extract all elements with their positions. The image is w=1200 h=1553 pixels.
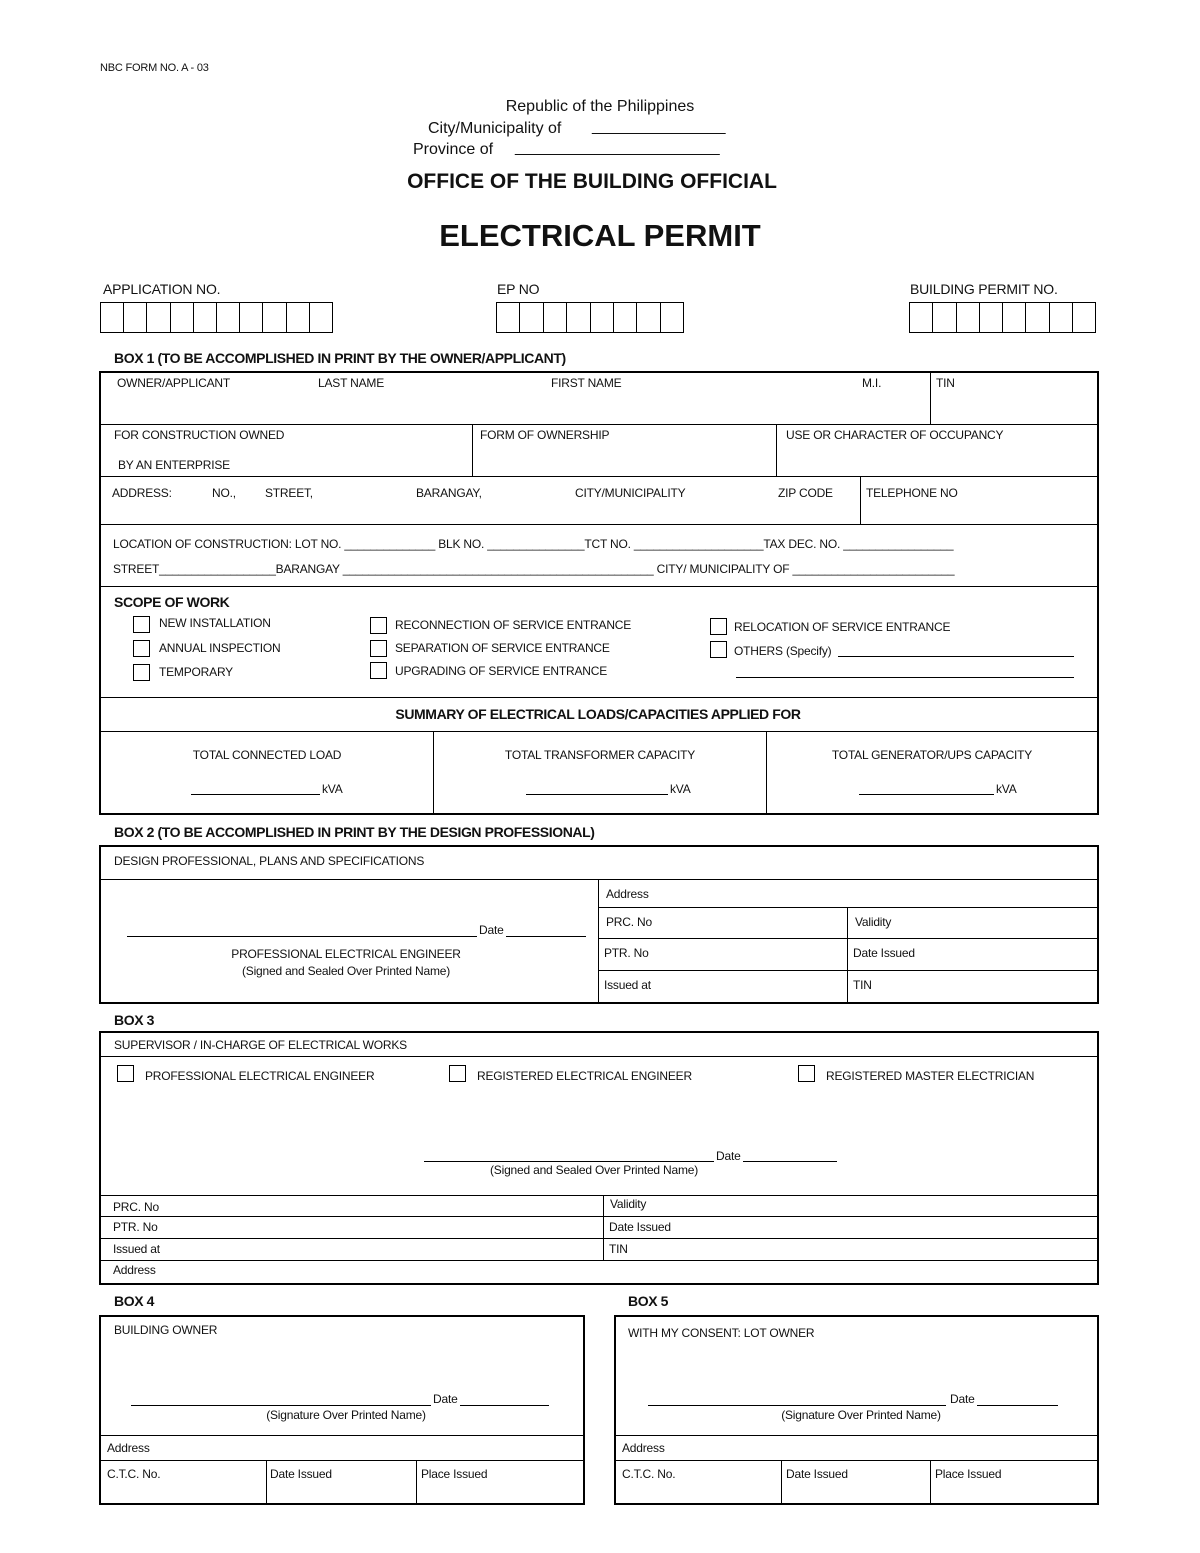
owner-applicant-label: OWNER/APPLICANT [117, 376, 231, 390]
ree-option-label: REGISTERED ELECTRICAL ENGINEER [477, 1069, 692, 1083]
box4-heading: BOX 4 [114, 1293, 155, 1309]
box2-date-issued-label[interactable]: Date Issued [853, 946, 915, 960]
new-installation-label: NEW INSTALLATION [159, 616, 271, 630]
box3-date-field[interactable] [743, 1161, 837, 1162]
box3-validity-label[interactable]: Validity [610, 1197, 647, 1211]
box2-validity-label[interactable]: Validity [855, 915, 892, 929]
box2-heading: BOX 2 (TO BE ACCOMPLISHED IN PRINT BY THE DESIGN PROFESSIONAL) [114, 824, 595, 840]
tin-label: TIN [936, 376, 955, 390]
address-barangay-label: BARANGAY, [416, 486, 482, 500]
zip-code-label: ZIP CODE [778, 486, 833, 500]
box3-signed-sealed: (Signed and Sealed Over Printed Name) [490, 1163, 699, 1177]
pee-checkbox[interactable] [117, 1065, 134, 1082]
box2-frame [99, 845, 1099, 1004]
total-generator-label: TOTAL GENERATOR/UPS CAPACITY [831, 748, 1033, 762]
box1-heading: BOX 1 (TO BE ACCOMPLISHED IN PRINT BY THE OWNER/APPLICANT) [114, 350, 566, 366]
separation-label: SEPARATION OF SERVICE ENTRANCE [395, 641, 610, 655]
city-blank[interactable]: _______________ [592, 118, 726, 135]
box5-signature-line[interactable] [648, 1405, 946, 1406]
temporary-label: TEMPORARY [159, 665, 233, 679]
box4-place-issued-label[interactable]: Place Issued [421, 1467, 488, 1481]
building-permit-no-field[interactable] [909, 302, 1096, 333]
box4-date-field[interactable] [460, 1405, 549, 1406]
temporary-checkbox[interactable] [133, 664, 150, 681]
total-transformer-field[interactable] [526, 794, 668, 795]
page-title: ELECTRICAL PERMIT [439, 218, 761, 253]
pee-option-label: PROFESSIONAL ELECTRICAL ENGINEER [145, 1069, 375, 1083]
box5-date-field[interactable] [977, 1405, 1058, 1406]
box5-date-label: Date [950, 1392, 975, 1406]
ree-checkbox[interactable] [449, 1065, 466, 1082]
application-no-label: APPLICATION NO. [103, 281, 221, 297]
box4-signature-line[interactable] [131, 1405, 431, 1406]
upgrading-checkbox[interactable] [370, 662, 387, 679]
form-number: NBC FORM NO. A - 03 [100, 62, 209, 74]
box2-issued-at-label[interactable]: Issued at [604, 978, 651, 992]
office-title: OFFICE OF THE BUILDING OFFICIAL [407, 170, 777, 193]
consent-label: WITH MY CONSENT: LOT OWNER [628, 1326, 815, 1340]
location-row-2[interactable]: STREET__________________BARANGAY ________________________________________________ CITY/ MUNICIPALITY OF _________________________ [113, 562, 955, 576]
design-professional-label: DESIGN PROFESSIONAL, PLANS AND SPECIFICATIONS [114, 854, 425, 868]
province-label: Province of [413, 141, 494, 158]
box3-issued-at-label[interactable]: Issued at [113, 1242, 160, 1256]
box5-signature-caption: (Signature Over Printed Name) [781, 1408, 941, 1422]
connected-kva-unit: kVA [322, 782, 343, 796]
box5-ctc-label[interactable]: C.T.C. No. [622, 1467, 676, 1481]
box2-tin-label[interactable]: TIN [853, 978, 872, 992]
box4-date-issued-label[interactable]: Date Issued [270, 1467, 332, 1481]
relocation-label: RELOCATION OF SERVICE ENTRANCE [734, 620, 951, 634]
total-connected-load-field[interactable] [191, 794, 320, 795]
application-no-field[interactable] [100, 302, 333, 333]
ep-no-label: EP NO [497, 281, 540, 297]
address-label: ADDRESS: [112, 486, 172, 500]
box3-prc-label[interactable]: PRC. No [113, 1200, 159, 1214]
building-owner-label: BUILDING OWNER [114, 1323, 218, 1337]
telephone-label: TELEPHONE NO [866, 486, 958, 500]
ep-no-field[interactable] [496, 302, 684, 333]
box2-ptr-label[interactable]: PTR. No [604, 946, 649, 960]
pee-title: PROFESSIONAL ELECTRICAL ENGINEER [231, 947, 461, 961]
relocation-checkbox[interactable] [710, 618, 727, 635]
box5-heading: BOX 5 [628, 1293, 669, 1309]
total-transformer-label: TOTAL TRANSFORMER CAPACITY [504, 748, 696, 762]
pee-signature-line[interactable] [127, 936, 477, 937]
supervisor-signature-line[interactable] [424, 1161, 714, 1162]
box3-ptr-label[interactable]: PTR. No [113, 1220, 158, 1234]
mi-label: M.I. [862, 376, 882, 390]
address-no-label: NO., [212, 486, 236, 500]
republic-text: Republic of the Philippines [505, 98, 695, 115]
use-character-label: USE OR CHARACTER OF OCCUPANCY [786, 428, 1004, 442]
box2-prc-label[interactable]: PRC. No [606, 915, 652, 929]
box2-address-label[interactable]: Address [606, 887, 649, 901]
transformer-kva-unit: kVA [670, 782, 691, 796]
address-city-label: CITY/MUNICIPALITY [575, 486, 686, 500]
form-of-ownership-label: FORM OF OWNERSHIP [480, 428, 610, 442]
reconnection-checkbox[interactable] [370, 617, 387, 634]
new-installation-checkbox[interactable] [133, 616, 150, 633]
summary-heading: SUMMARY OF ELECTRICAL LOADS/CAPACITIES APPLIED FOR [395, 706, 801, 722]
box4-ctc-label[interactable]: C.T.C. No. [107, 1467, 161, 1481]
annual-inspection-checkbox[interactable] [133, 640, 150, 657]
box2-signed-sealed: (Signed and Sealed Over Printed Name) [241, 964, 451, 978]
box3-date-label: Date [716, 1149, 741, 1163]
others-checkbox[interactable] [710, 641, 727, 658]
others-specify-line[interactable] [838, 656, 1074, 657]
total-connected-load-label: TOTAL CONNECTED LOAD [192, 748, 342, 762]
others-specify-line-2[interactable] [736, 677, 1074, 678]
box5-address-label[interactable]: Address [622, 1441, 665, 1455]
box2-date-label: Date [479, 923, 504, 937]
supervisor-label: SUPERVISOR / IN-CHARGE OF ELECTRICAL WORKS [114, 1038, 407, 1052]
last-name-label: LAST NAME [318, 376, 384, 390]
address-street-label: STREET, [265, 486, 313, 500]
box4-signature-caption: (Signature Over Printed Name) [266, 1408, 426, 1422]
box3-tin-label[interactable]: TIN [609, 1242, 628, 1256]
rme-option-label: REGISTERED MASTER ELECTRICIAN [826, 1069, 1035, 1083]
box5-date-issued-label[interactable]: Date Issued [786, 1467, 848, 1481]
box4-address-label[interactable]: Address [107, 1441, 150, 1455]
box3-date-issued-label[interactable]: Date Issued [609, 1220, 671, 1234]
for-construction-label: FOR CONSTRUCTION OWNED [114, 428, 285, 442]
box5-place-issued-label[interactable]: Place Issued [935, 1467, 1002, 1481]
building-permit-no-label: BUILDING PERMIT NO. [910, 281, 1058, 297]
box4-date-label: Date [433, 1392, 458, 1406]
by-enterprise-label: BY AN ENTERPRISE [118, 458, 230, 472]
scope-heading: SCOPE OF WORK [114, 594, 230, 610]
box3-address-label[interactable]: Address [113, 1263, 156, 1277]
city-label: City/Municipality of [428, 120, 562, 137]
separation-checkbox[interactable] [370, 640, 387, 657]
box3-heading: BOX 3 [114, 1012, 155, 1028]
rme-checkbox[interactable] [798, 1065, 815, 1082]
box2-date-field[interactable] [506, 936, 586, 937]
annual-inspection-label: ANNUAL INSPECTION [159, 641, 281, 655]
others-label: OTHERS (Specify) [734, 644, 832, 658]
reconnection-label: RECONNECTION OF SERVICE ENTRANCE [395, 618, 632, 632]
first-name-label: FIRST NAME [551, 376, 622, 390]
province-blank[interactable]: _______________________ [515, 139, 720, 156]
upgrading-label: UPGRADING OF SERVICE ENTRANCE [395, 664, 608, 678]
total-generator-field[interactable] [859, 794, 994, 795]
generator-kva-unit: kVA [996, 782, 1017, 796]
location-row-1[interactable]: LOCATION OF CONSTRUCTION: LOT NO. ______________ BLK NO. _______________TCT NO. ____________________TAX DEC. NO. _________________ [113, 537, 954, 551]
